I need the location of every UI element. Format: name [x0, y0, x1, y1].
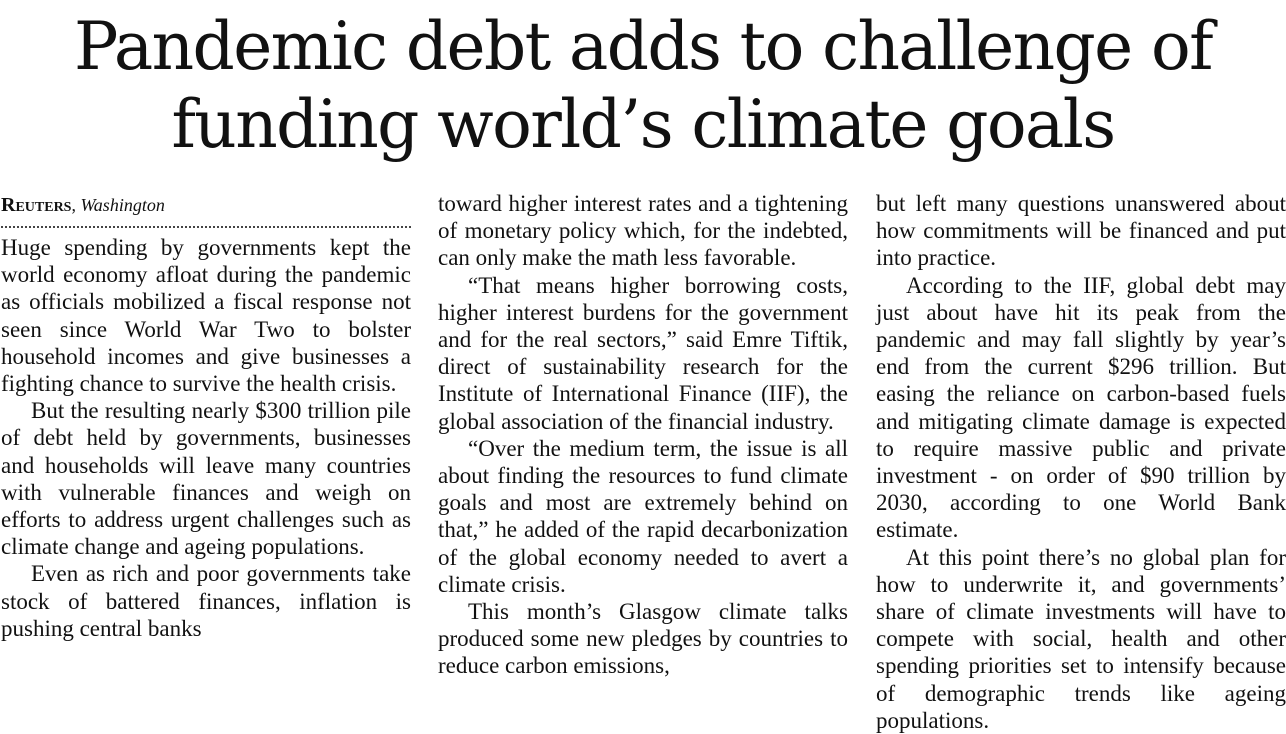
paragraph: “Over the medium term, the issue is all about finding the resources to fund climate goals and most are extremely behind on that,” he added of the rapid decarbonization of the global economy needed to avert a climate crisis.: [438, 435, 848, 597]
paragraph: “That means higher borrowing costs, higher interest burdens for the government and for the real sectors,” said Emre Tiftik, direct of sustainability research for the Institute of International Finance (IIF), the global association of the financial industry.: [438, 272, 848, 434]
paragraph: At this point there’s no global plan for how to underwrite it, and governments’ share of climate investments will have to compete with social, health and other spending priorities set to intensify because of demographic trends like ageing populations.: [876, 544, 1286, 733]
paragraph: But the resulting nearly $300 trillion pile of debt held by governments, businesses and households will leave many countries with vulnerable finances and weigh on efforts to address urgent challenges such as climate change and ageing populations.: [1, 398, 411, 560]
paragraph: This month’s Glasgow climate talks produced some new pledges by countries to reduce carbon emissions,: [438, 599, 848, 679]
headline-line-1: Pandemic debt adds to challenge of: [74, 8, 1212, 85]
article-column-2: [438, 190, 848, 680]
headline: [0, 8, 1286, 164]
paragraph: but left many questions unanswered about how commitments will be financed and put into practice.: [876, 191, 1286, 271]
byline: [1, 192, 411, 228]
byline-dateline: Washington: [80, 195, 165, 215]
headline-line-2: funding world’s climate goals: [171, 86, 1115, 163]
paragraph: Huge spending by governments kept the world economy afloat during the pandemic as officials mobilized a fiscal response not seen since World War Two to bolster household incomes and give businesses a fighting chance to survive the health crisis.: [1, 235, 411, 397]
byline-separator: ,: [71, 195, 76, 215]
paragraph: According to the IIF, global debt may just about have hit its peak from the pandemic and may fall slightly by year’s end from the current $296 trillion. But easing the reliance on carbon-based fuels and mitigating climate damage is expected to require massive public and private investment - on order of $90 trillion by 2030, according to one World Bank estimate.: [876, 272, 1286, 543]
article-column-3: [876, 190, 1286, 734]
article-column-1: [1, 192, 411, 642]
byline-agency: Reuters: [1, 194, 72, 216]
paragraph: Even as rich and poor governments take stock of battered finances, inflation is pushing central banks: [1, 561, 411, 641]
paragraph: toward higher interest rates and a tightening of monetary policy which, for the indebted, can only make the math less favorable.: [438, 191, 848, 271]
